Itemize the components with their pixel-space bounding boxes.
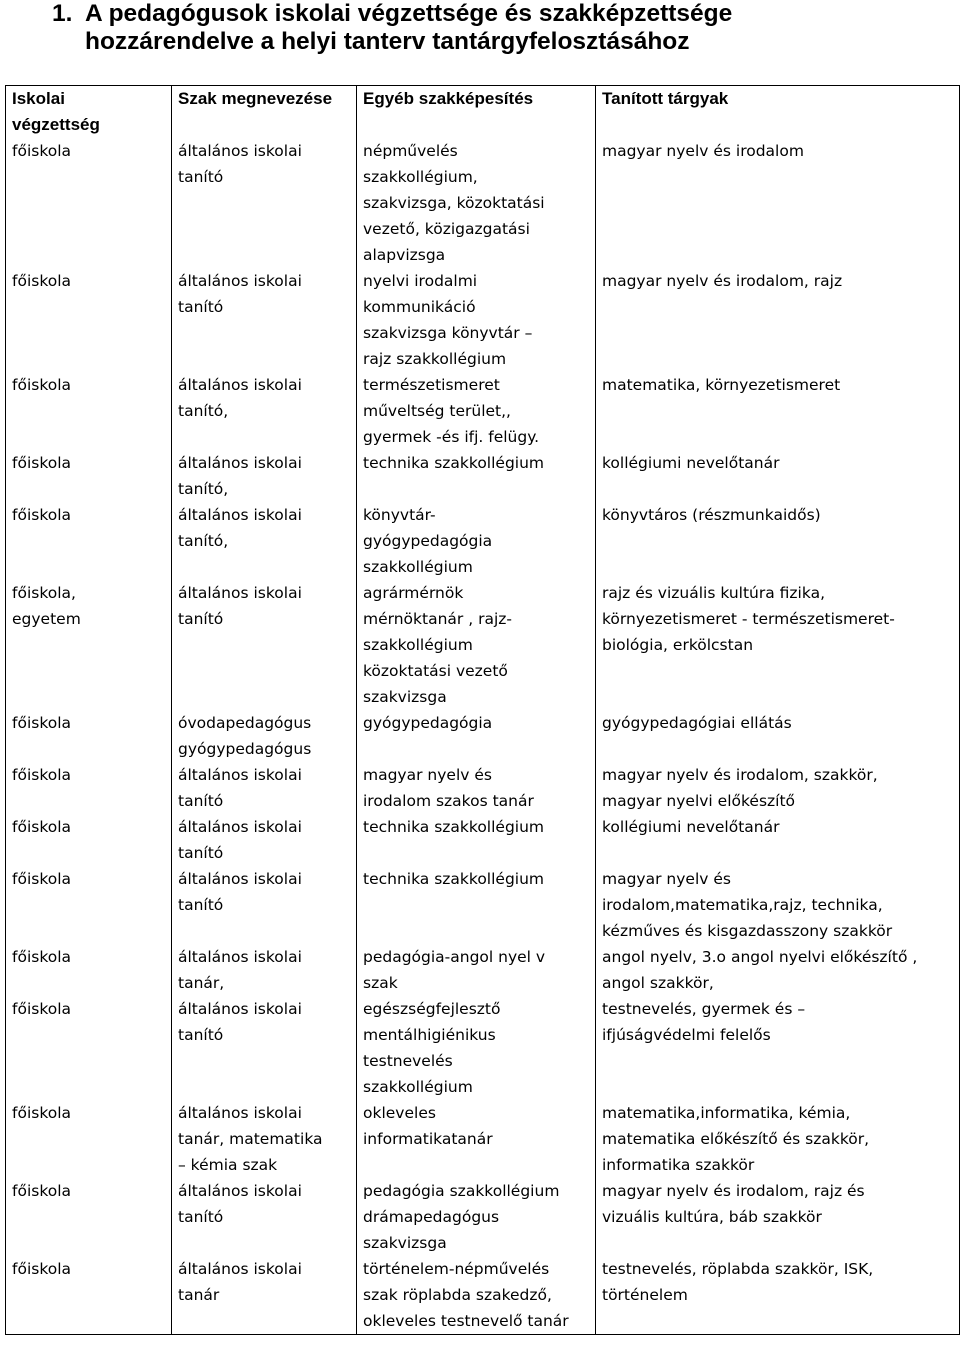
table-row [6,138,960,268]
cell-other-qualification: pedagógia-angol nyel v szak [357,944,596,996]
cell-other-qualification: technika szakkollégium [357,814,596,866]
cell-subjects-taught: magyar nyelv és irodalom, szakkör, magyar nyelvi előkészítő [596,762,960,814]
cell-major: általános iskolai tanító, [172,450,357,502]
cell-school-degree: főiskola [6,502,172,580]
cell-subjects-taught: testnevelés, röplabda szakkör, ISK, történelem [596,1256,960,1335]
cell-subjects-taught: angol nyelv, 3.o angol nyelvi előkészítő , angol szakkör, [596,944,960,996]
table-row [6,814,960,866]
cell-school-degree: főiskola [6,866,172,944]
cell-other-qualification: okleveles informatikatanár [357,1100,596,1178]
cell-school-degree: főiskola [6,944,172,996]
cell-major: általános iskolai tanító [172,866,357,944]
cell-subjects-taught: matematika,informatika, kémia, matematika előkészítő és szakkör, informatika szakkör [596,1100,960,1178]
cell-subjects-taught: magyar nyelv és irodalom, rajz és vizuális kultúra, báb szakkör [596,1178,960,1256]
cell-subjects-taught: magyar nyelv és irodalom [596,138,960,268]
table-row [6,450,960,502]
table-row [6,866,960,944]
table-row [6,372,960,450]
cell-other-qualification: történelem-népművelés szak röplabda szakedző, okleveles testnevelő tanár [357,1256,596,1335]
cell-school-degree: főiskola [6,1178,172,1256]
cell-other-qualification: nyelvi irodalmi kommunikáció szakvizsga könyvtár – rajz szakkollégium [357,268,596,372]
table-row [6,580,960,710]
cell-major: általános iskolai tanító [172,138,357,268]
cell-school-degree: főiskola [6,138,172,268]
cell-major: általános iskolai tanító [172,762,357,814]
title-line-2: hozzárendelve a helyi tanterv tantárgyfelosztásához [85,28,690,55]
cell-other-qualification: természetismeret műveltség terület,, gyermek -és ifj. felügy. [357,372,596,450]
cell-subjects-taught: kollégiumi nevelőtanár [596,450,960,502]
cell-major: általános iskolai tanító [172,1178,357,1256]
cell-major: általános iskolai tanár, [172,944,357,996]
header-row [6,86,960,139]
table-row [6,710,960,762]
header-major: Szak megnevezése [172,86,357,139]
title-number: 1. [52,0,73,27]
cell-major: általános iskolai tanító [172,268,357,372]
cell-major: általános iskolai tanító [172,580,357,710]
cell-major: általános iskolai tanár [172,1256,357,1335]
table-row [6,1100,960,1178]
cell-school-degree: főiskola [6,814,172,866]
table-header [6,86,960,139]
cell-subjects-taught: magyar nyelv és irodalom, rajz [596,268,960,372]
table-row [6,1178,960,1256]
cell-other-qualification: agrármérnök mérnöktanár , rajz- szakkollégium közoktatási vezető szakvizsga [357,580,596,710]
cell-other-qualification: technika szakkollégium [357,866,596,944]
cell-school-degree: főiskola [6,450,172,502]
cell-subjects-taught: matematika, környezetismeret [596,372,960,450]
title-line-1: A pedagógusok iskolai végzettsége és szakképzettsége [85,0,733,27]
cell-other-qualification: technika szakkollégium [357,450,596,502]
cell-major: általános iskolai tanár, matematika – kémia szak [172,1100,357,1178]
cell-school-degree: főiskola [6,710,172,762]
table-body [6,138,960,1335]
header-subjects-taught: Tanított tárgyak [596,86,960,139]
cell-other-qualification: könyvtár- gyógypedagógia szakkollégium [357,502,596,580]
cell-subjects-taught: rajz és vizuális kultúra fizika, környezetismeret - természetismeret- biológia, erkölcstan [596,580,960,710]
header-school-degree: Iskolai végzettség [6,86,172,139]
cell-subjects-taught: könyvtáros (részmunkaidős) [596,502,960,580]
cell-subjects-taught: magyar nyelv és irodalom,matematika,rajz, technika, kézműves és kisgazdasszony szakkör [596,866,960,944]
cell-school-degree: főiskola [6,996,172,1100]
cell-other-qualification: egészségfejlesztő mentálhigiénikus testnevelés szakkollégium [357,996,596,1100]
cell-school-degree: főiskola, egyetem [6,580,172,710]
cell-subjects-taught: gyógypedagógiai ellátás [596,710,960,762]
cell-school-degree: főiskola [6,1256,172,1335]
cell-major: általános iskolai tanító, [172,502,357,580]
table-row [6,1256,960,1335]
cell-other-qualification: népművelés szakkollégium, szakvizsga, közoktatási vezető, közigazgatási alapvizsga [357,138,596,268]
table-row [6,502,960,580]
header-other-qualification: Egyéb szakképesítés [357,86,596,139]
table-row [6,762,960,814]
cell-major: általános iskolai tanító, [172,372,357,450]
cell-other-qualification: magyar nyelv és irodalom szakos tanár [357,762,596,814]
table-row [6,268,960,372]
cell-school-degree: főiskola [6,1100,172,1178]
cell-major: általános iskolai tanító [172,996,357,1100]
cell-other-qualification: gyógypedagógia [357,710,596,762]
cell-subjects-taught: kollégiumi nevelőtanár [596,814,960,866]
cell-school-degree: főiskola [6,762,172,814]
cell-school-degree: főiskola [6,268,172,372]
table-row [6,944,960,996]
cell-subjects-taught: testnevelés, gyermek és – ifjúságvédelmi felelős [596,996,960,1100]
cell-major: óvodapedagógus gyógypedagógus [172,710,357,762]
cell-school-degree: főiskola [6,372,172,450]
cell-major: általános iskolai tanító [172,814,357,866]
cell-other-qualification: pedagógia szakkollégium drámapedagógus szakvizsga [357,1178,596,1256]
teacher-qualifications-table [5,85,960,1335]
table-row [6,996,960,1100]
